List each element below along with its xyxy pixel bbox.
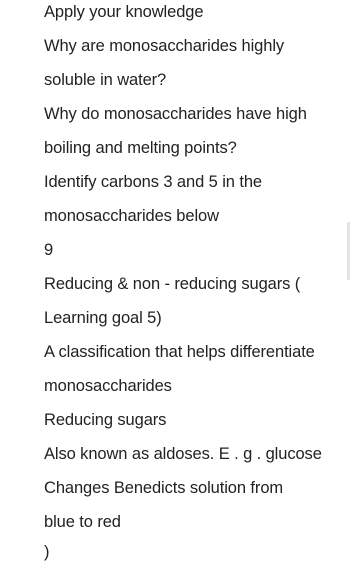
text-line: Why are monosaccharides highly	[44, 37, 285, 55]
text-line: soluble in water?	[44, 71, 167, 89]
text-line: boiling and melting points?	[44, 139, 237, 157]
section-heading-reducing-sugars: Reducing & non - reducing sugars (	[44, 275, 301, 293]
text-line: Changes Benedicts solution from	[44, 479, 284, 497]
subheading-reducing-sugars: Reducing sugars	[44, 411, 167, 429]
text-line: A classification that helps differentiate	[44, 343, 315, 361]
closing-paren: )	[44, 543, 50, 561]
text-line: Why do monosaccharides have high	[44, 105, 307, 123]
text-line: Learning goal 5)	[44, 309, 162, 327]
text-line: blue to red	[44, 513, 121, 531]
text-line: monosaccharides	[44, 377, 172, 395]
page-number: 9	[44, 241, 54, 259]
text-line: monosaccharides below	[44, 207, 219, 225]
text-line: Also known as aldoses. E . g . glucose	[44, 445, 322, 463]
text-line: Identify carbons 3 and 5 in the	[44, 173, 262, 191]
heading-apply-knowledge: Apply your knowledge	[44, 3, 204, 21]
